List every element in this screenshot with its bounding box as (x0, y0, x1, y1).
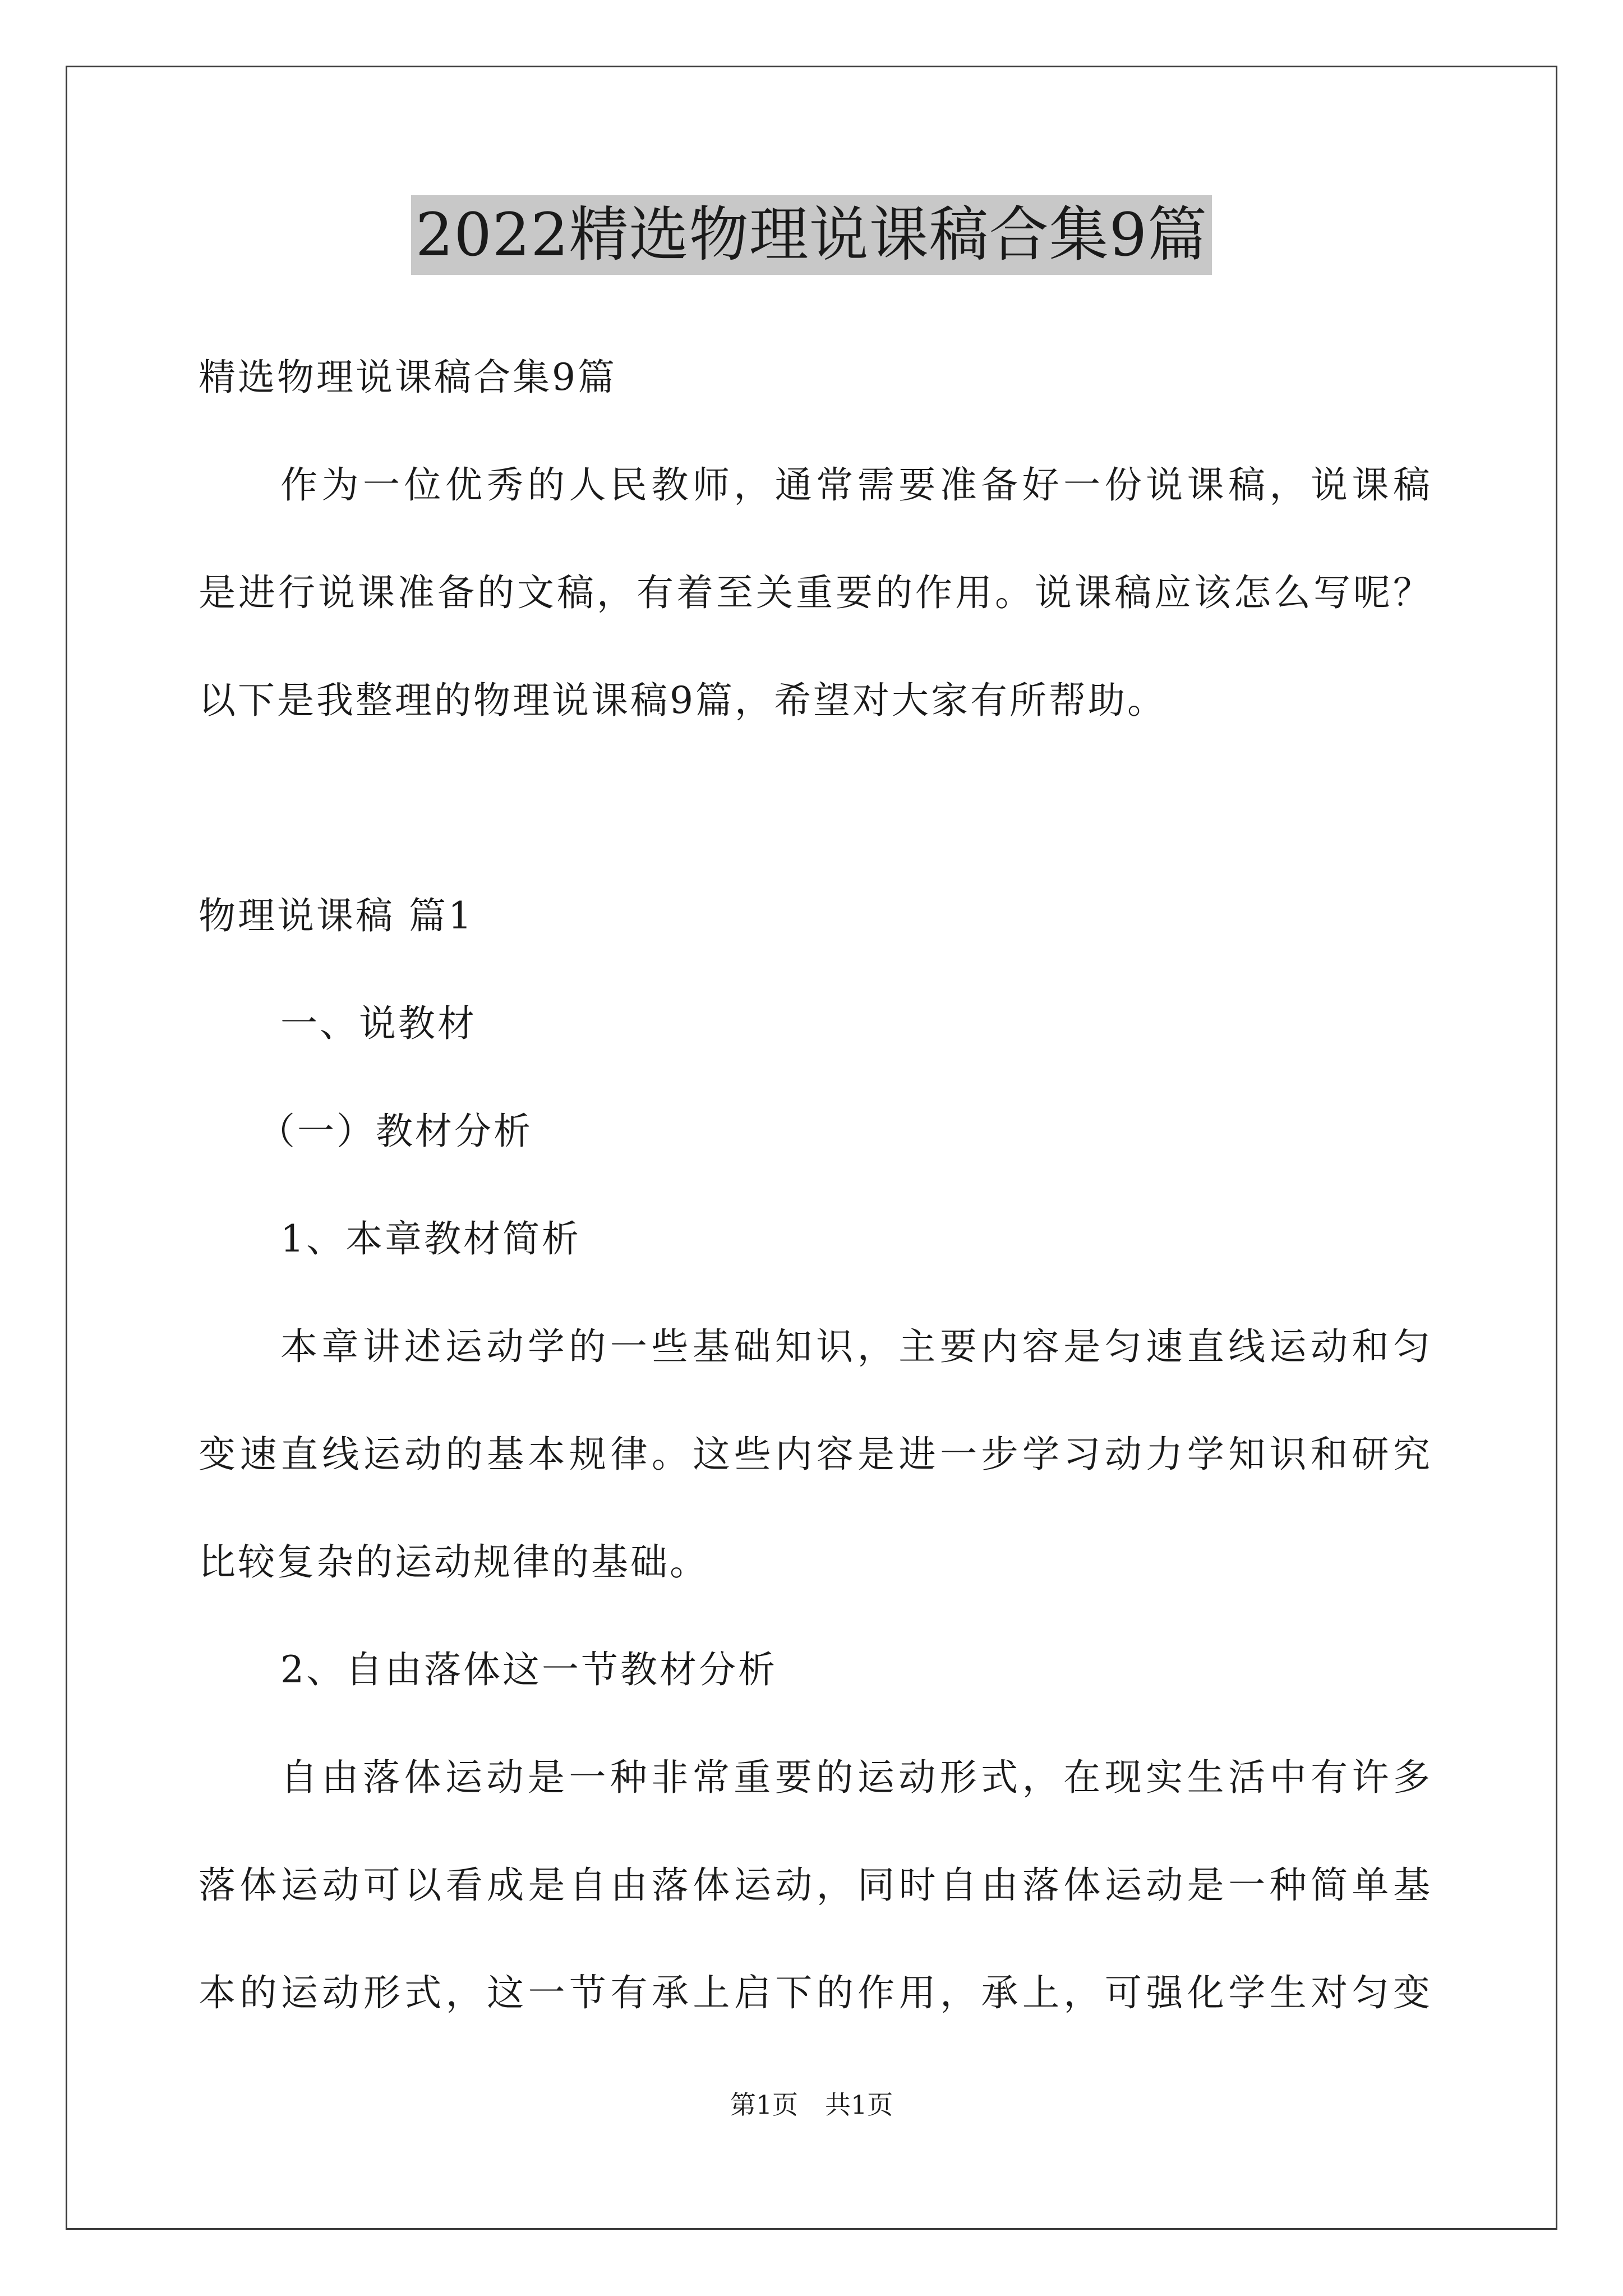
paragraph-2-line-1: 自由落体运动是一种非常重要的运动形式，在现实生活中有许多 (280, 1756, 1432, 1799)
page-number: 第1页 (730, 2090, 798, 2120)
paragraph-1-line-2: 变速直线运动的基本规律。这些内容是进一步学习动力学知识和研究 (199, 1433, 1432, 1476)
intro-line-3: 以下是我整理的物理说课稿9篇，希望对大家有所帮助。 (199, 679, 1166, 722)
document-subtitle: 精选物理说课稿合集9篇 (199, 356, 617, 399)
section-heading: 物理说课稿 篇1 (199, 894, 474, 937)
intro-line-2: 是进行说课准备的文稿，有着至关重要的作用。说课稿应该怎么写呢？ (199, 571, 1432, 614)
title-container (0, 195, 1623, 275)
heading-jiaocai-fenxi: （一）教材分析 (258, 1110, 533, 1153)
paragraph-2-line-3: 本的运动形式，这一节有承上启下的作用，承上，可强化学生对匀变 (199, 1971, 1432, 2014)
heading-ziyou-luoti: 2、自由落体这一节教材分析 (280, 1648, 777, 1691)
heading-benzhang: 1、本章教材简析 (280, 1217, 581, 1260)
paragraph-1-line-1: 本章讲述运动学的一些基础知识，主要内容是匀速直线运动和匀 (280, 1325, 1432, 1368)
page-total: 共1页 (825, 2090, 893, 2120)
intro-line-1: 作为一位优秀的人民教师，通常需要准备好一份说课稿，说课稿 (280, 463, 1432, 507)
heading-shuo-jiaocai: 一、说教材 (280, 1002, 477, 1045)
document-title: 2022精选物理说课稿合集9篇 (411, 195, 1212, 275)
page-footer (0, 2088, 1623, 2122)
paragraph-1-line-3: 比较复杂的运动规律的基础。 (199, 1540, 709, 1584)
paragraph-2-line-2: 落体运动可以看成是自由落体运动，同时自由落体运动是一种简单基 (199, 1864, 1432, 1907)
